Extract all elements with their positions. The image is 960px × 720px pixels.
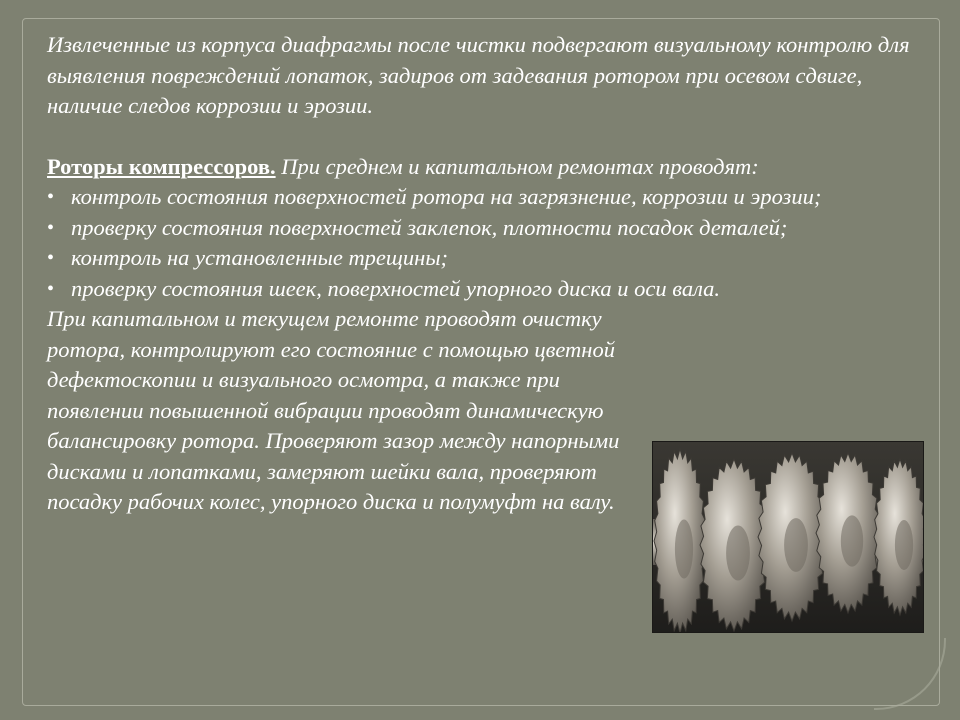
intro-paragraph: Извлеченные из корпуса диафрагмы после чистки подвергают визуальному контролю для выявления повреждений лопаток, задиров от задевания ротором при осевом сдвиге, наличие следов коррозии и эрозии. (47, 32, 910, 118)
bullet-icon: • (47, 277, 55, 300)
list-item-text: контроль состояния поверхностей ротора на загрязнение, коррозии и эрозии; (71, 184, 822, 209)
section-lead: При среднем и капитальном ремонтах проводят: (275, 153, 759, 179)
rotor-hub (784, 518, 808, 572)
list-item (47, 274, 937, 305)
list-item (47, 213, 937, 244)
rotor-hub (675, 520, 693, 579)
list-item-text: контроль на установленные трещины; (71, 245, 449, 270)
section-heading: Роторы компрессоров. (47, 153, 276, 179)
closing-paragraph: При капитальном и текущем ремонте проводят очистку ротора, контролируют его состояние с помощью цветной дефектоскопии и визуального осмотра, а также при появлении повышенной вибрации проводят динамическую балансировку ротора. Проверяют зазор между напорными дисками и лопатками, замеряют шейки вала, проверяют посадку рабочих колес, упорного диска и полумуфт на валу. (47, 306, 620, 514)
checks-list (47, 182, 937, 304)
list-item (47, 182, 937, 213)
compressor-rotor-photo (652, 441, 924, 633)
list-item-text: проверку состояния шеек, поверхностей упорного диска и оси вала. (71, 275, 721, 301)
bullet-icon: • (47, 247, 55, 269)
rotor-hub (726, 525, 750, 580)
section-heading-line (47, 152, 937, 183)
rotor-hub (841, 515, 863, 566)
bullet-icon: • (47, 186, 55, 208)
rotor-hub (895, 520, 913, 570)
paragraph-gap (47, 122, 937, 152)
bullet-icon: • (47, 216, 55, 239)
list-item (47, 243, 937, 274)
list-item-text: проверку состояния поверхностей заклепок, плотности посадок деталей; (71, 214, 788, 240)
